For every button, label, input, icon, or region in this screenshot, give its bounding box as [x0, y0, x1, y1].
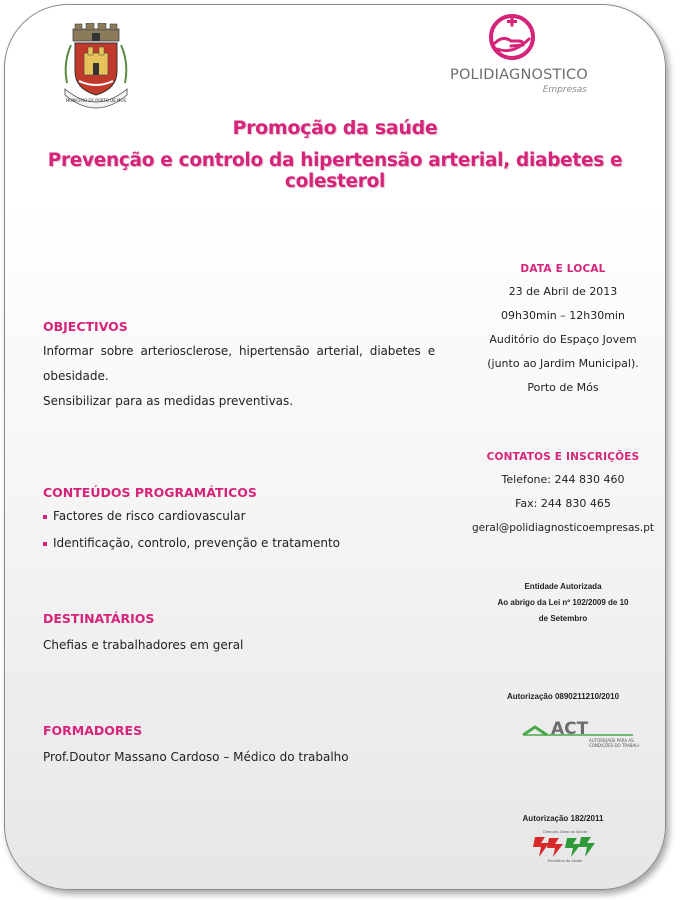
act-logo	[521, 717, 639, 751]
list-item	[43, 503, 443, 530]
dgs-logo-icon	[525, 827, 605, 863]
act-autorizacao: Autorização 0890211210/2010	[506, 692, 620, 701]
conteudos-item-2: Identificação, controlo, prevenção e tratamento	[53, 536, 341, 550]
conteudos-heading: CONTEÚDOS PROGRAMÁTICOS	[43, 485, 257, 500]
data-local-date: 23 de Abril de 2013	[508, 285, 618, 298]
data-local-city: Porto de Mós	[527, 381, 599, 394]
objectivos-line-3: Sensibilizar para as medidas preventivas.	[43, 394, 294, 408]
contatos-heading: CONTATOS E INSCRIÇÕES	[486, 451, 640, 463]
entidade-autorizada	[463, 579, 663, 627]
objectivos-line-2: obesidade.	[43, 369, 109, 383]
objectivos-heading: OBJECTIVOS	[43, 319, 128, 334]
bullet-icon	[43, 515, 47, 519]
contatos-email[interactable]: geral@polidiagnosticoempresas.pt	[471, 522, 655, 534]
contatos-fax: Fax: 244 830 465	[515, 497, 611, 510]
objectivos-line-1: Informar sobre arteriosclerose, hipertensão arterial, diabetes e	[43, 344, 435, 358]
entidade-line-1: Entidade Autorizada	[524, 582, 602, 591]
act-logo-icon	[521, 717, 639, 751]
objectivos-text	[43, 339, 435, 414]
municipal-crest	[59, 23, 133, 109]
destinatarios-heading: DESTINATÁRIOS	[43, 611, 155, 626]
bullet-icon	[43, 542, 47, 546]
entidade-line-3: de Setembro	[538, 614, 588, 623]
polidiagnostico-logo	[439, 13, 599, 99]
formadores-text: Prof.Doutor Massano Cardoso – Médico do trabalho	[43, 750, 349, 764]
data-local-venue-note: (junto ao Jardim Municipal).	[487, 357, 639, 370]
flyer-card	[4, 4, 666, 890]
brand-sub: Empresas	[542, 85, 587, 95]
svg-text:ACT: ACT	[551, 719, 589, 739]
dgs-autorizacao: Autorização 182/2011	[522, 814, 604, 823]
formadores-heading: FORMADORES	[43, 723, 143, 738]
data-local-time: 09h30min – 12h30min	[501, 309, 625, 322]
conteudos-item-1: Factores de risco cardiovascular	[53, 509, 246, 523]
dgs-logo	[525, 827, 605, 863]
data-local-venue: Auditório do Espaço Jovem	[489, 333, 637, 346]
svg-text:Ministério da Saúde: Ministério da Saúde	[547, 859, 583, 863]
title-line-1: Promoção da saúde	[232, 117, 438, 139]
svg-text:MUNICIPIO DE PORTO DE MOS: MUNICIPIO DE PORTO DE MOS	[65, 98, 127, 103]
hand-heart-icon	[485, 13, 539, 61]
svg-text:Direcção-Geral da Saúde: Direcção-Geral da Saúde	[543, 830, 587, 834]
destinatarios-text: Chefias e trabalhadores em geral	[43, 638, 244, 652]
crest-icon	[59, 23, 133, 109]
data-local-heading: DATA E LOCAL	[520, 263, 606, 275]
entidade-line-2: Ao abrigo da Lei nº 102/2009 de 10	[497, 598, 629, 607]
brand-name: POLIDIAGNOSTICO	[450, 67, 588, 83]
svg-text:CONDIÇÕES DO TRABALHO: CONDIÇÕES DO TRABALHO	[589, 743, 639, 748]
contatos-phone: Telefone: 244 830 460	[501, 473, 625, 486]
title-line-2: Prevenção e controlo da hipertensão arterial, diabetes e colesterol	[47, 150, 623, 192]
svg-text:AUTORIDADE PARA AS: AUTORIDADE PARA AS	[589, 738, 634, 743]
contatos-section	[463, 451, 663, 540]
list-item	[43, 530, 443, 557]
conteudos-list	[43, 503, 443, 557]
data-local-section	[463, 263, 663, 400]
